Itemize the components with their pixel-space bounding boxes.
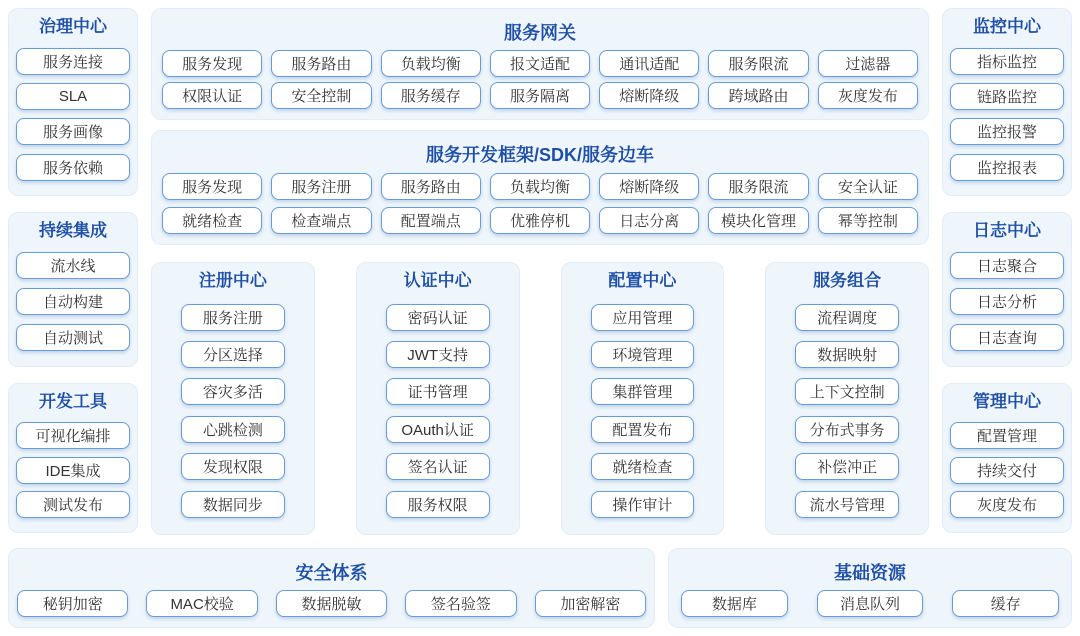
panel-items	[357, 291, 519, 534]
chip: 上下文控制	[795, 378, 899, 405]
chip: 服务依赖	[16, 154, 130, 181]
chip: 服务路由	[271, 50, 371, 77]
panel-title: 服务组合	[813, 271, 882, 290]
chip: IDE集成	[16, 457, 130, 484]
chip: 安全认证	[818, 173, 918, 200]
panel-title: 治理中心	[39, 17, 107, 36]
panel-title: 配置中心	[608, 271, 677, 290]
panel-items	[9, 590, 654, 617]
chip: 应用管理	[591, 304, 695, 331]
chip: 签名验签	[405, 590, 516, 617]
chip: 密码认证	[386, 304, 490, 331]
chip: 权限认证	[162, 82, 262, 109]
panel-items	[152, 291, 314, 534]
panel-dev-tools	[8, 383, 138, 533]
chip: 服务限流	[708, 173, 808, 200]
chip: 流程调度	[795, 304, 899, 331]
chip: 流水号管理	[795, 491, 899, 518]
panel-items	[9, 412, 137, 532]
chip: 负载均衡	[381, 50, 481, 77]
chip: 熔断降级	[599, 82, 699, 109]
chip: 配置端点	[381, 207, 481, 234]
panel-governance-center	[8, 8, 138, 196]
chip: 就绪检查	[591, 453, 695, 480]
center-grid	[151, 262, 929, 535]
chip: 服务发现	[162, 50, 262, 77]
chip: 配置管理	[950, 422, 1064, 449]
chip: 服务缓存	[381, 82, 481, 109]
chip: 日志分离	[599, 207, 699, 234]
top-area	[8, 8, 1072, 535]
right-column	[942, 8, 1072, 535]
chip: OAuth认证	[386, 416, 490, 443]
panel-title: 服务开发框架/SDK/服务边车	[425, 145, 654, 166]
chip: 加密解密	[535, 590, 646, 617]
chip: 环境管理	[591, 341, 695, 368]
chip: 数据映射	[795, 341, 899, 368]
chip: 容灾多活	[181, 378, 285, 405]
chip: 监控报表	[950, 154, 1064, 181]
chip: 检查端点	[271, 207, 371, 234]
chip: 安全控制	[271, 82, 371, 109]
chip: 监控报警	[950, 118, 1064, 145]
chip: 日志聚合	[950, 252, 1064, 279]
chip: 链路监控	[950, 83, 1064, 110]
chip: 集群管理	[591, 378, 695, 405]
center-column	[151, 8, 929, 535]
sdk-row-1	[152, 173, 928, 200]
chip: 操作审计	[591, 491, 695, 518]
chip: 服务画像	[16, 118, 130, 145]
panel-title: 持续集成	[39, 221, 107, 240]
chip: 服务连接	[16, 48, 130, 75]
chip: 灰度发布	[950, 491, 1064, 518]
chip: 通讯适配	[599, 50, 699, 77]
chip: 流水线	[16, 252, 130, 279]
chip: 模块化管理	[708, 207, 808, 234]
chip: 服务隔离	[490, 82, 590, 109]
chip: MAC校验	[146, 590, 257, 617]
chip: 数据库	[681, 590, 788, 617]
chip: 负载均衡	[490, 173, 590, 200]
panel-monitoring-center	[942, 8, 1072, 196]
chip: 消息队列	[817, 590, 924, 617]
chip: 就绪检查	[162, 207, 262, 234]
chip: SLA	[16, 83, 130, 110]
chip: 服务注册	[271, 173, 371, 200]
panel-items	[943, 412, 1071, 532]
sdk-row-2	[152, 207, 928, 234]
panel-auth-center	[356, 262, 520, 535]
chip: 灰度发布	[818, 82, 918, 109]
panel-title: 基础资源	[834, 562, 906, 583]
panel-basic-resources	[668, 548, 1072, 628]
panel-title: 服务网关	[504, 22, 576, 43]
chip: 日志查询	[950, 324, 1064, 351]
panel-title: 开发工具	[39, 392, 107, 411]
chip: 服务注册	[181, 304, 285, 331]
chip: 证书管理	[386, 378, 490, 405]
chip: 持续交付	[950, 457, 1064, 484]
chip: 指标监控	[950, 48, 1064, 75]
chip: 签名认证	[386, 453, 490, 480]
panel-title: 监控中心	[973, 17, 1041, 36]
panel-title: 注册中心	[198, 271, 267, 290]
chip: 测试发布	[16, 491, 130, 518]
panel-items	[943, 241, 1071, 366]
panel-items	[9, 241, 137, 366]
gateway-row-2	[152, 82, 928, 109]
chip: 缓存	[952, 590, 1059, 617]
chip: 优雅停机	[490, 207, 590, 234]
chip: 数据同步	[181, 491, 285, 518]
chip: 分布式事务	[795, 416, 899, 443]
chip: 心跳检测	[181, 416, 285, 443]
chip: 可视化编排	[16, 422, 130, 449]
chip: 日志分析	[950, 288, 1064, 315]
panel-title: 认证中心	[403, 271, 472, 290]
bottom-area	[8, 548, 1072, 628]
chip: 熔断降级	[599, 173, 699, 200]
panel-management-center	[942, 383, 1072, 533]
panel-title: 管理中心	[973, 392, 1041, 411]
chip: 报文适配	[490, 50, 590, 77]
chip: 过滤器	[818, 50, 918, 77]
panel-security-system	[8, 548, 655, 628]
chip: 自动测试	[16, 324, 130, 351]
gateway-row-1	[152, 50, 928, 77]
panel-items	[766, 291, 928, 534]
chip: 数据脱敏	[276, 590, 387, 617]
chip: 服务发现	[162, 173, 262, 200]
chip: 服务限流	[708, 50, 808, 77]
chip: 自动构建	[16, 288, 130, 315]
panel-sdk-sidecar	[151, 130, 929, 245]
panel-service-gateway	[151, 8, 929, 120]
panel-config-center	[561, 262, 725, 535]
panel-items	[943, 37, 1071, 195]
panel-items	[9, 37, 137, 195]
chip: 跨域路由	[708, 82, 808, 109]
chip: 服务路由	[381, 173, 481, 200]
panel-title: 日志中心	[973, 221, 1041, 240]
chip: 发现权限	[181, 453, 285, 480]
left-column	[8, 8, 138, 535]
chip: 分区选择	[181, 341, 285, 368]
chip: 幂等控制	[818, 207, 918, 234]
panel-items	[669, 590, 1071, 617]
chip: 配置发布	[591, 416, 695, 443]
chip: JWT支持	[386, 341, 490, 368]
panel-title: 安全体系	[295, 562, 368, 583]
panel-service-composition	[765, 262, 929, 535]
panel-log-center	[942, 212, 1072, 367]
panel-continuous-integration	[8, 212, 138, 367]
panel-items	[562, 291, 724, 534]
chip: 补偿冲正	[795, 453, 899, 480]
panel-registry-center	[151, 262, 315, 535]
chip: 秘钥加密	[17, 590, 128, 617]
chip: 服务权限	[386, 491, 490, 518]
